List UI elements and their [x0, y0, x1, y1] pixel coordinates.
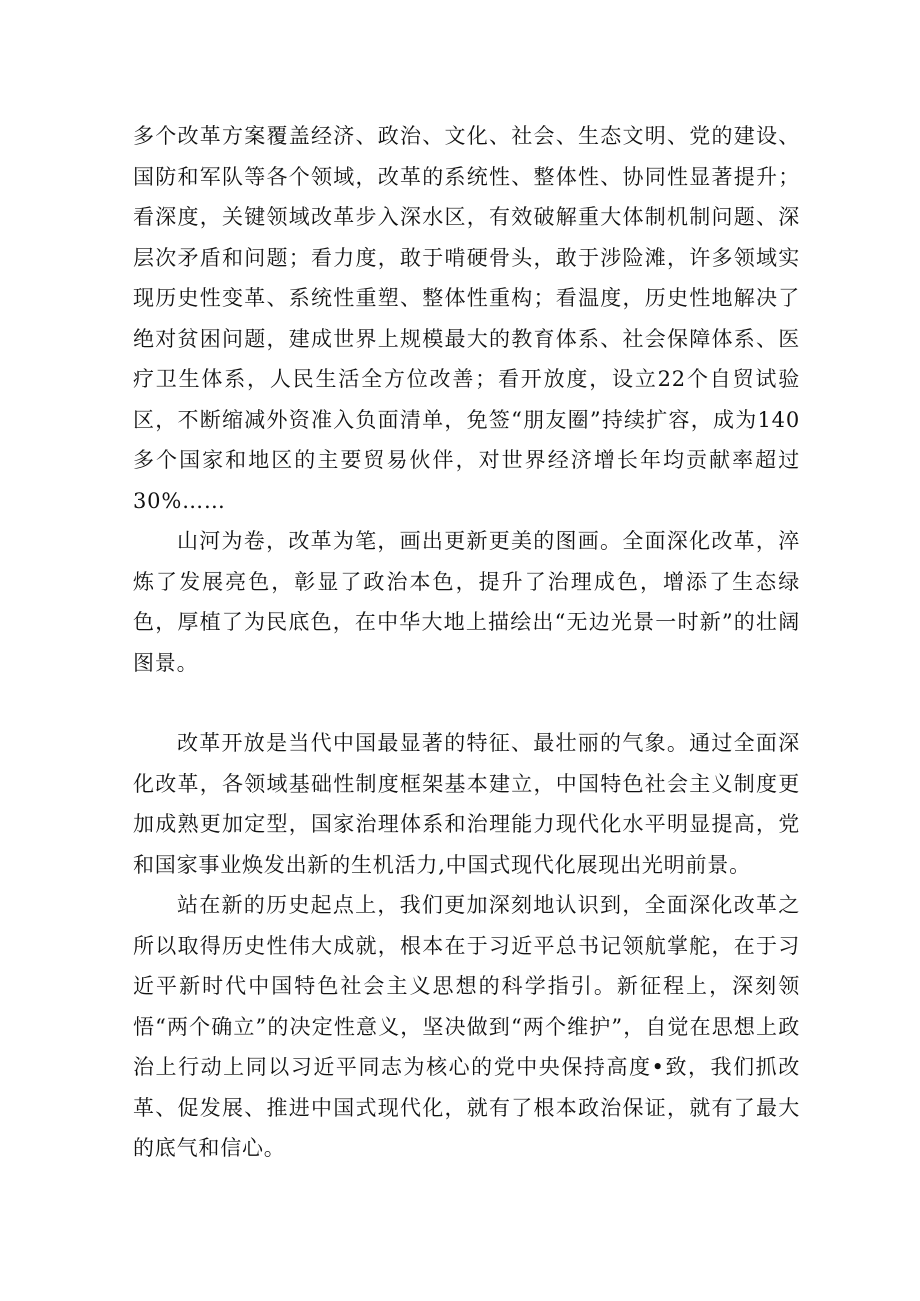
paragraph-continued: 多个改革方案覆盖经济、政治、文化、社会、生态文明、党的建设、国防和军队等各个领域，改革的系统性、整体性、协同性显著提升；看深度，关键领域改革步入深水区，有效破解重大体制机制问题、深层次矛盾和问题；看力度，敢于啃硬骨头，敢于涉险滩，许多领域实现历史性变革、系统性重塑、整体性重构；看温度，历史性地解决了绝对贫困问题，建成世界上规模最大的教育体系、社会保障体系、医疗卫生体系，人民生活全方位改善；看开放度，设立22个自贸试验区，不断缩减外资准入负面清单，免签“朋友圈”持续扩容，成为140多个国家和地区的主要贸易伙伴，对世界经济增长年均贡献率超过30%…… — [133, 124, 800, 513]
paragraph: 站在新的历史起点上，我们更加深刻地认识到，全面深化改革之所以取得历史性伟大成就，根本在于习近平总书记领航掌舵，在于习近平新时代中国特色社会主义思想的科学指引。新征程上，深刻领悟“两个确立”的决定性意义，坚决做到“两个维护”，自觉在思想上政治上行动上同以习近平同志为核心的党中央保持高度•致，我们抓改革、促发展、推进中国式现代化，就有了根本政治保证，就有了最大的底气和信心。 — [133, 893, 800, 1160]
paragraph-gap — [133, 683, 800, 723]
paragraph: 改革开放是当代中国最显著的特征、最壮丽的气象。通过全面深化改革，各领域基础性制度框架基本建立，中国特色社会主义制度更加成熟更加定型，国家治理体系和治理能力现代化水平明显提高，党和国家事业焕发出新的生机活力,中国式现代化展现出光明前景。 — [133, 731, 800, 877]
paragraph: 山河为卷，改革为笔，画出更新更美的图画。全面深化改革，淬炼了发展亮色，彰显了政治本色，提升了治理成色，增添了生态绿色，厚植了为民底色，在中华大地上描绘出“无边光景一时新”的壮阔图景。 — [133, 529, 800, 675]
